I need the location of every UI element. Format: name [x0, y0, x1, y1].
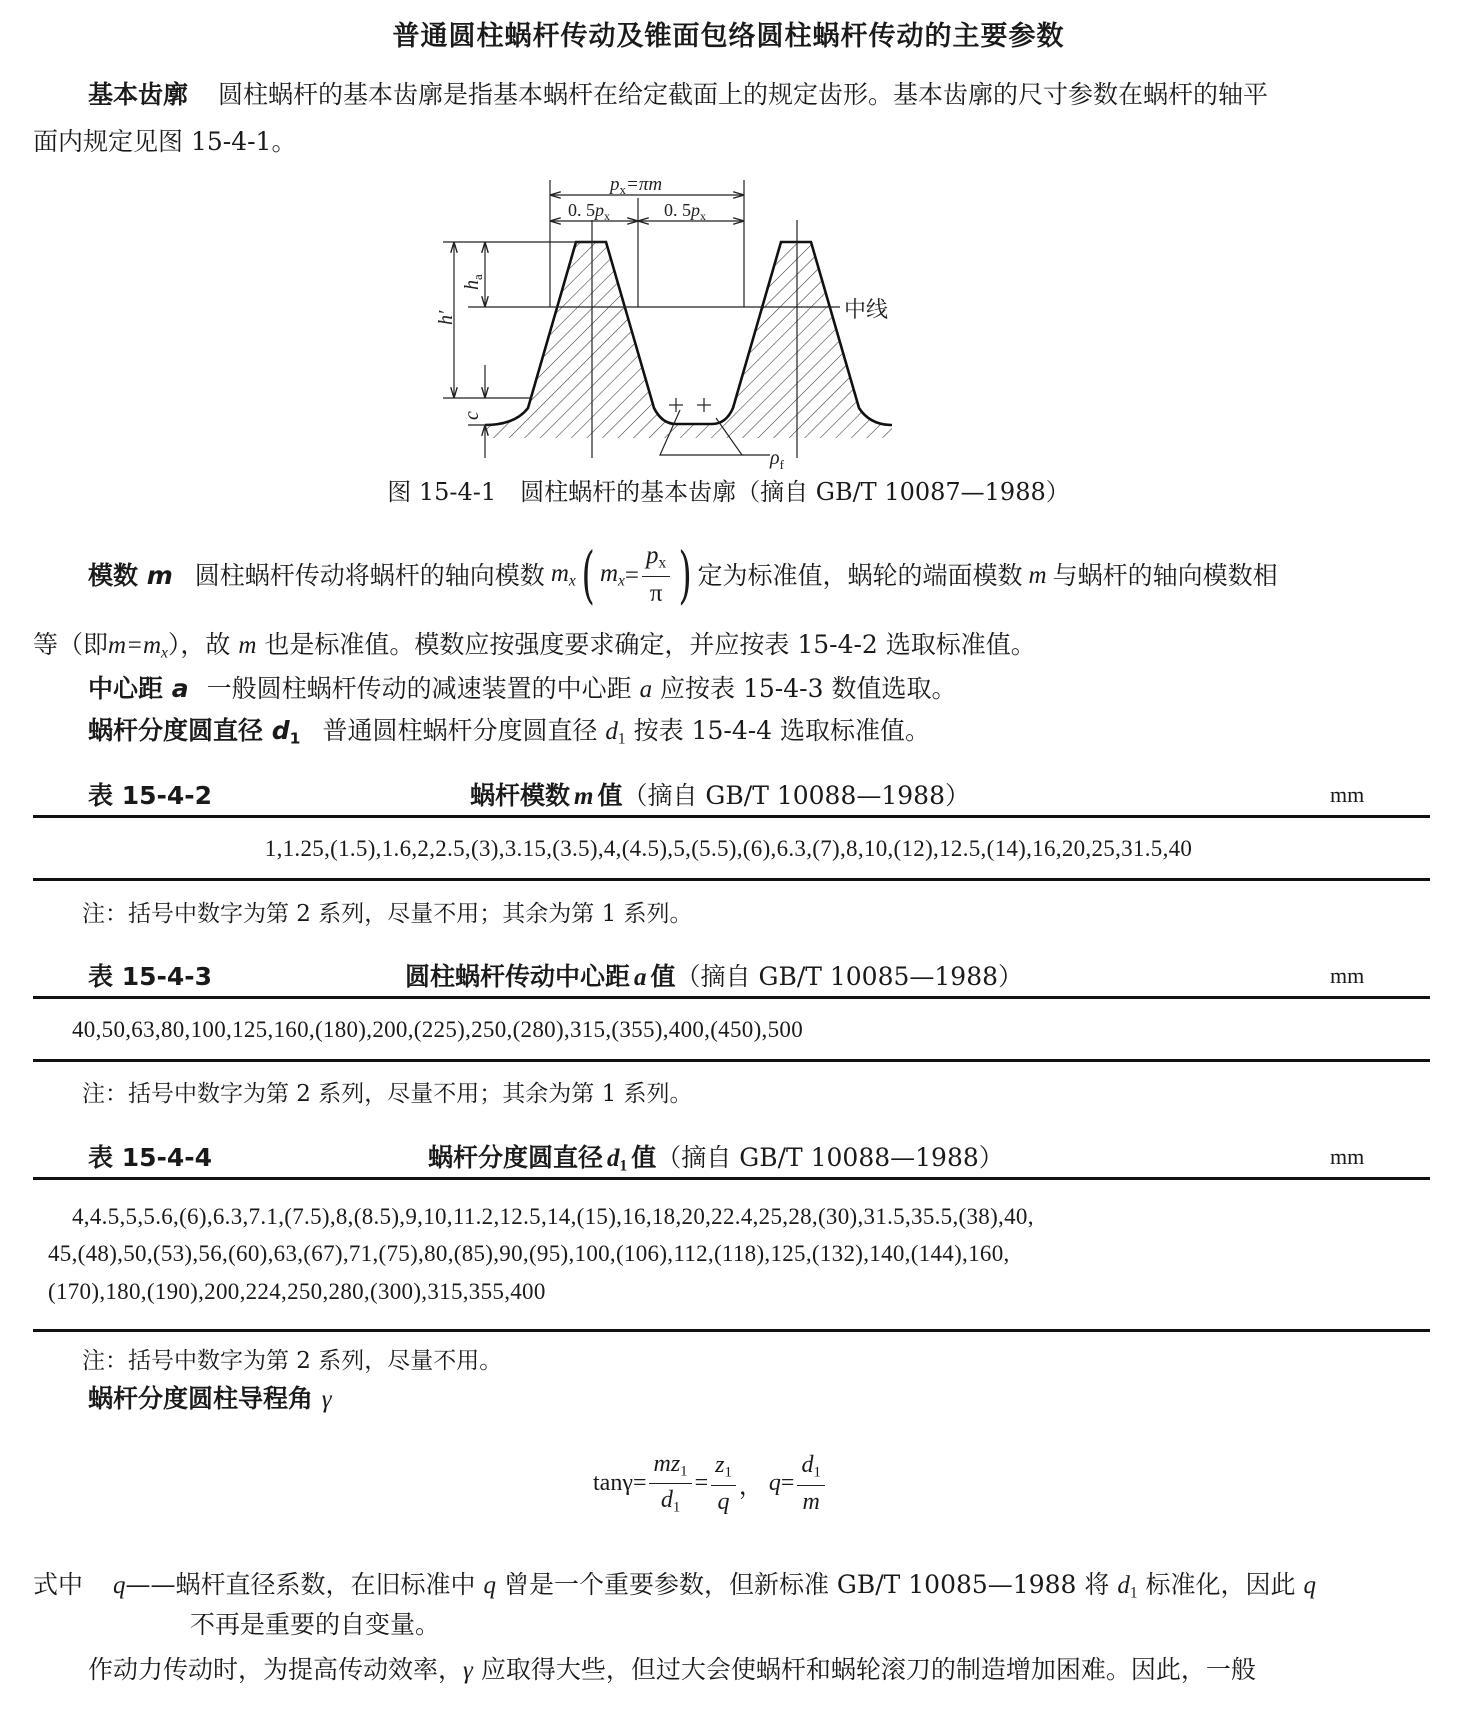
formula-fraction-2: $\frac{z_1}{q}$ [711, 1451, 736, 1516]
pitch-label: $p_x=\pi m$ [610, 174, 663, 197]
half-pitch-right-label: 0. $5p_x$ [664, 200, 706, 223]
table-15-4-4-unit: mm [1330, 1144, 1365, 1169]
worm-basic-profile-diagram [435, 174, 1000, 472]
basic-profile-lead: 基本齿廓 [88, 80, 189, 109]
table-rule [33, 996, 1430, 999]
lead-angle-heading: 蜗杆分度圆柱导程角 γ [88, 1384, 332, 1413]
table-15-4-4-values-row3: (170),180,(190),200,224,250,280,(300),315,355,400 [48, 1279, 546, 1304]
table-rule [33, 815, 1430, 818]
table-15-4-2-unit: mm [1330, 782, 1365, 807]
module-text-c: 与蜗杆的轴向模数相 [1052, 560, 1278, 590]
table-15-4-3-title: 圆柱蜗杆传动中心距 a 值（摘自 GB/T 10085—1988） [405, 962, 1024, 991]
module-mx-eq: $m_x$ [599, 559, 625, 590]
table-15-4-3-note: 注：括号中数字为第 2 系列，尽量不用；其余为第 1 系列。 [82, 1081, 693, 1107]
basic-profile-text: 圆柱蜗杆的基本齿廓是指基本蜗杆在给定截面上的规定齿形。基本齿廓的尺寸参数在蜗杆的轴平 [218, 80, 1269, 109]
formula-fraction-1: $\frac{mz_1}{d_1}$ [649, 1450, 691, 1518]
where-line1: 式中 q——蜗杆直径系数，在旧标准中 q 曾是一个重要参数，但新标准 GB/T 10085—1988 将 $d_1$ 标准化，因此 q [33, 1570, 1316, 1602]
module-mx-symbol: $m_x$ [550, 559, 576, 590]
table-15-4-2-values: 1,1.25,(1.5),1.6,2,2.5,(3),3.15,(3.5),4,(4.5),5,(5.5),(6),6.3,(7),8,10,(12),12.5,(14),16,20,25,31.5,40 [264, 836, 1193, 861]
basic-profile-line1 [88, 82, 1268, 107]
module-lead: 模数 m [88, 560, 173, 590]
table-rule [33, 1059, 1430, 1062]
ha-label: $h_a$ [461, 274, 485, 290]
table-rule [33, 1177, 1430, 1180]
basic-profile-line2: 面内规定见图 15-4-1。 [33, 127, 297, 156]
module-line1: 模数 m 圆柱蜗杆传动将蜗杆的轴向模数 $m_x$ ( $m_x$ = $\frac{p_x}{\pi}$ ) 定为标准值，蜗轮的端面模数 m 与蜗杆的轴向模数相 [88, 538, 1278, 611]
table-15-4-2-note: 注：括号中数字为第 2 系列，尽量不用；其余为第 1 系列。 [82, 901, 693, 927]
pitch-diameter-lead: 蜗杆分度圆直径 $d_1$ [88, 716, 301, 748]
figure-caption: 图 15-4-1 圆柱蜗杆的基本齿廓（摘自 GB/T 10087—1988） [387, 478, 1070, 506]
module-fraction: $\frac{p_x}{\pi}$ [642, 541, 670, 608]
module-eq: $m=m_x$ [108, 632, 168, 662]
where-label: 式中 [33, 1570, 84, 1599]
centerline-label: 中线 [844, 297, 889, 322]
center-distance-lead: 中心距 a [88, 674, 189, 703]
module-text-b: 定为标准值，蜗轮的端面模数 [697, 560, 1023, 590]
table-rule [33, 878, 1430, 881]
lead-angle-formula: tanγ = $\frac{mz_1}{d_1}$ = $\frac{z_1}{q}$ ， q = $\frac{d_1}{m}$ [593, 1450, 828, 1518]
final-paragraph: 作动力传动时，为提高传动效率，γ 应取得大些，但过大会使蜗杆和蜗轮滚刀的制造增加困难。因此，一般 [88, 1655, 1256, 1684]
where-line2: 不再是重要的自变量。 [190, 1610, 441, 1639]
table-rule [33, 1329, 1430, 1332]
tooth-profile-fill [485, 242, 892, 438]
page-title: 普通圆柱蜗杆传动及锥面包络圆柱蜗杆传动的主要参数 [392, 21, 1065, 52]
formula-lhs: tanγ [593, 1470, 633, 1497]
table-15-4-4-note: 注：括号中数字为第 2 系列，尽量不用。 [82, 1348, 503, 1374]
table-15-4-3-label: 表 15-4-3 [88, 962, 213, 991]
table-15-4-3-values: 40,50,63,80,100,125,160,(180),200,(225),250,(280),315,(355),400,(450),500 [72, 1017, 803, 1042]
module-line2: 等（即$m=m_x$），故 m 也是标准值。模数应按强度要求确定，并应按表 15-4-2 选取标准值。 [33, 630, 1036, 662]
left-paren: ( [581, 538, 595, 611]
formula-fraction-3: $\frac{d_1}{m}$ [797, 1451, 824, 1516]
table-15-4-4-label: 表 15-4-4 [88, 1143, 213, 1172]
h-prime-label: h′ [435, 310, 457, 325]
pitch-diameter-line: 蜗杆分度圆直径 $d_1$ 普通圆柱蜗杆分度圆直径 $d_1$ 按表 15-4-4 选取标准值。 [88, 716, 931, 748]
table-15-4-2-label: 表 15-4-2 [88, 781, 213, 810]
table-15-4-2-title: 蜗杆模数 m 值（摘自 GB/T 10088—1988） [470, 781, 970, 810]
table-15-4-4-title: 蜗杆分度圆直径 $d_1$ 值（摘自 GB/T 10088—1988） [428, 1143, 1004, 1175]
right-paren: ) [678, 538, 693, 611]
center-distance-line: 中心距 a 一般圆柱蜗杆传动的减速装置的中心距 a 应按表 15-4-3 数值选取。 [88, 674, 957, 703]
rho-label: $\rho_f$ [770, 447, 784, 472]
module-text-a: 圆柱蜗杆传动将蜗杆的轴向模数 [194, 560, 545, 590]
half-pitch-left-label: 0. $5p_x$ [568, 200, 610, 223]
table-15-4-4-values-row2: 45,(48),50,(53),56,(60),63,(67),71,(75),80,(85),90,(95),100,(106),112,(118),125,(132),140,(144),160, [48, 1241, 1010, 1266]
c-label: c [461, 411, 483, 420]
table-15-4-4-values-row1: 4,4.5,5,5.6,(6),6.3,7.1,(7.5),8,(8.5),9,10,11.2,12.5,14,(15),16,18,20,22.4,25,28,(30),31.5,35.5,(38),40, [72, 1204, 1034, 1229]
table-15-4-3-unit: mm [1330, 963, 1365, 988]
